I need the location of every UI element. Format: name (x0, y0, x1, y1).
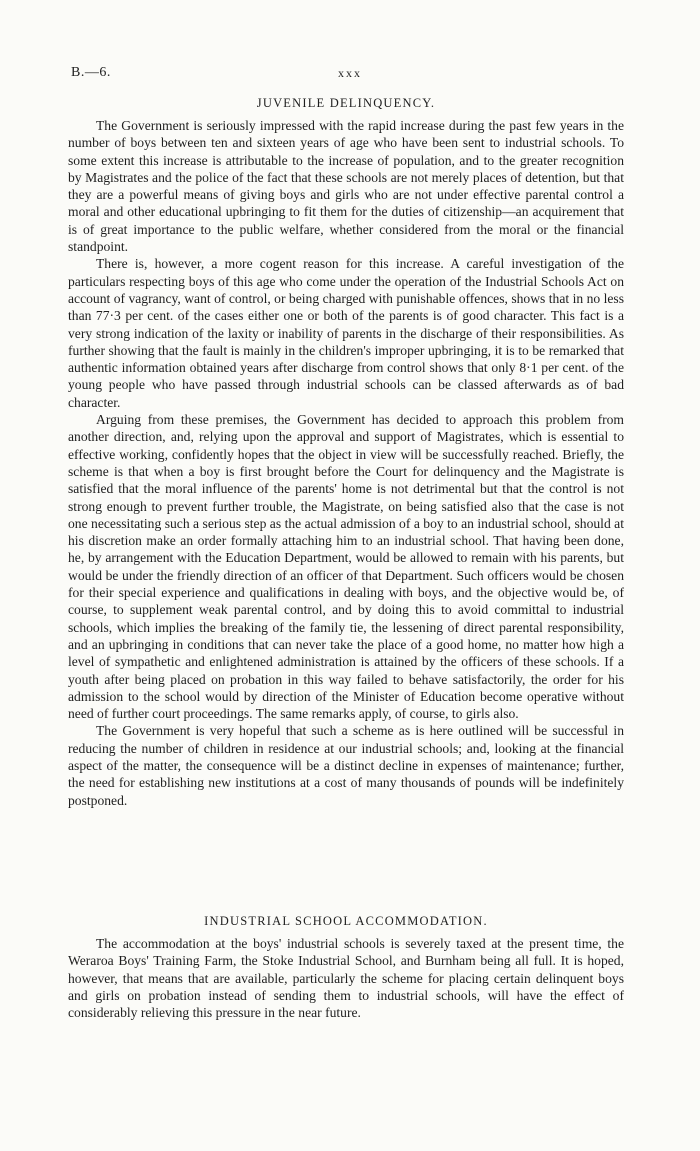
paragraph: Arguing from these premises, the Government has decided to approach this problem from another direction, and, relying upon the approval and support of Magistrates, which is essential to effective working, confidently hopes that the object in view will be successfully reached. Briefly, the scheme is that when a boy is first brought before the Court for delinquency and the Magistrate is satisfied that the moral influence of the parents' home is not detrimental but that the control is not strong enough to prevent further trouble, the Magistrate, on being satisfied also that the case is not one necessitating such a serious step as the actual admission of a boy to an industrial school, should at his discretion make an order formally attaching him to an industrial school. That having been done, he, by arrangement with the Education Department, would be allowed to remain with his parents, but would be under the friendly direction of an officer of that Department. Such officers would be chosen for their special experience and qualifications in dealing with boys, and the objective would be, of course, to supplement weak parental control, and by doing this to avoid committal to industrial schools, which implies the breaking of the family tie, the lessening of direct parental responsibility, and an upbringing in conditions that can never take the place of a good home, no matter how high a level of sympathetic and enlightened administration is attained by the officers of these schools. If a youth after being placed on probation in this way failed to behave satisfactorily, the order for his admission to the school would by direction of the Minister of Education become operative without need of further court proceedings. The same remarks apply, of course, to girls also. (68, 412, 624, 722)
paragraph: The Government is seriously impressed with the rapid increase during the past few years in the number of boys between ten and sixteen years of age who have been sent to industrial schools. To some extent this increase is attributable to the increase of population, and to the greater recognition by Magistrates and the police of the fact that these schools are not merely places of detention, but that they are a powerful means of giving boys and girls who are not under effective parental control a moral and other educational upbringing to fit them for the duties of citizenship—an acquirement that is of great importance to the public welfare, whether considered from the moral or the financial standpoint. (68, 118, 624, 255)
paragraph: The accommodation at the boys' industrial schools is severely taxed at the present time, the Weraroa Boys' Training Farm, the Stoke Industrial School, and Burnham being all full. It is hoped, however, that means that are available, particularly the scheme for placing certain delinquent boys and girls on probation instead of sending them to industrial schools, will have the effect of considerably relieving this pressure in the near future. (68, 936, 624, 1021)
paragraph: The Government is very hopeful that such a scheme as is here outlined will be successful in reducing the number of children in residence at our industrial schools; and, looking at the financial aspect of the matter, the consequence will be a distinct decline in expenses of maintenance; further, the need for establishing new institutions at a cost of many thousands of pounds will be indefinitely postponed. (68, 723, 624, 808)
section-juvenile-delinquency (68, 96, 624, 809)
section-heading: INDUSTRIAL SCHOOL ACCOMMODATION. (204, 914, 488, 928)
paragraph: There is, however, a more cogent reason for this increase. A careful investigation of the particulars respecting boys of this age who come under the operation of the Industrial Schools Act on account of vagrancy, want of control, or being charged with punishable offences, shows that in no less than 77·3 per cent. of the cases either one or both of the parents is of good character. This fact is a very strong indication of the laxity or inability of parents in the discharge of their responsibilities. As further showing that the fault is mainly in the children's improper upbringing, it is to be remarked that authentic information obtained years after discharge from control shows that only 8·1 per cent. of the young people who have passed through industrial schools can be classed afterwards as of bad character. (68, 256, 624, 410)
section-heading: JUVENILE DELINQUENCY. (256, 96, 436, 110)
document-reference: B.—6. (71, 65, 111, 80)
page-number: xxx (338, 66, 362, 80)
section-industrial-school-accommodation (68, 914, 624, 1021)
